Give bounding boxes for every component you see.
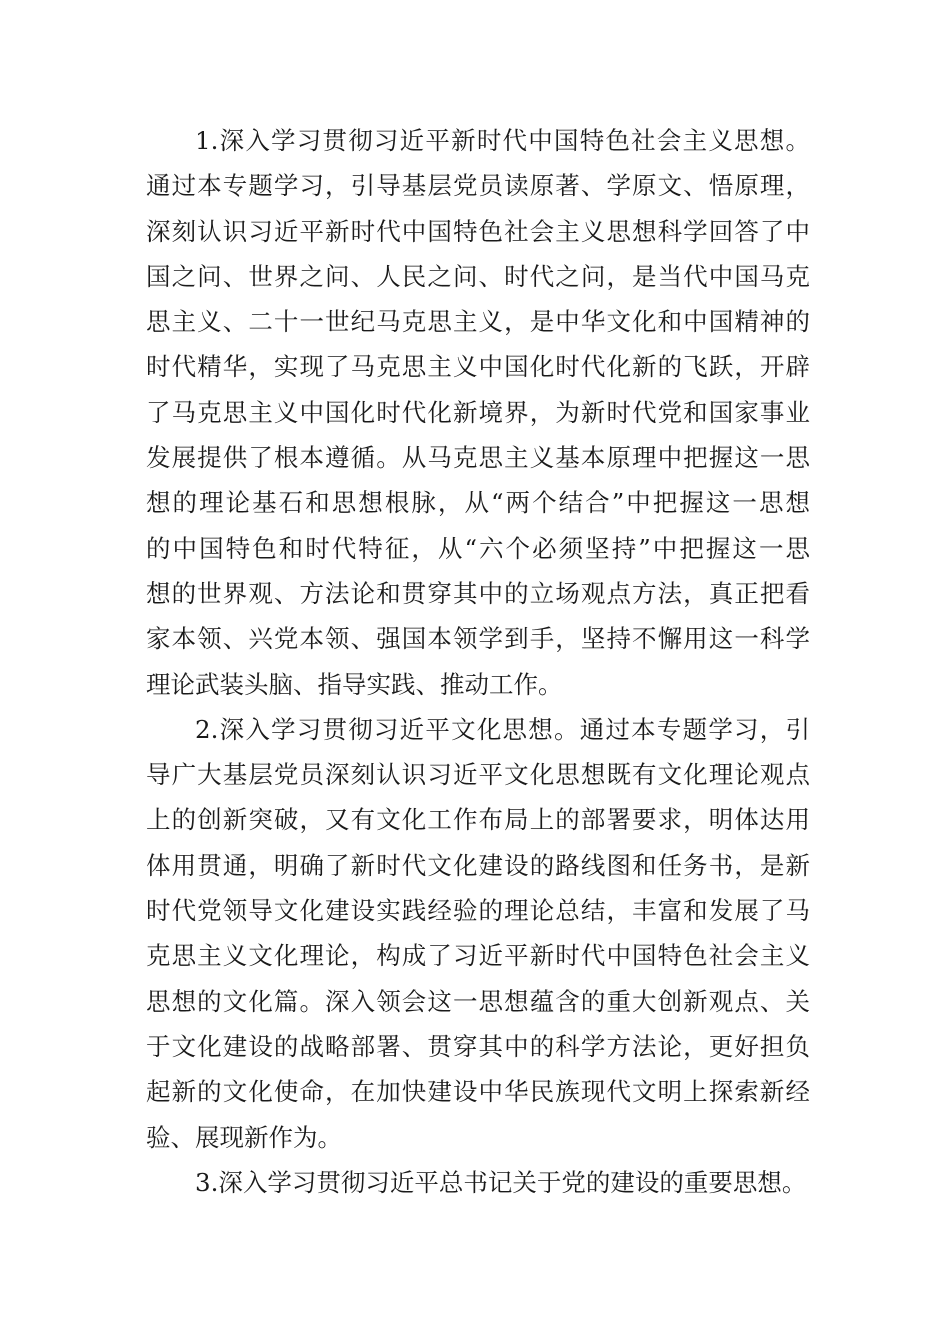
paragraph-line: 验、展现新作为。 <box>146 1122 342 1152</box>
paragraph-line: 深刻认识习近平新时代中国特色社会主义思想科学回答了中 <box>146 216 810 246</box>
paragraph-line: 克思主义文化理论，构成了习近平新时代中国特色社会主义 <box>146 941 810 971</box>
paragraph-line: 导广大基层党员深刻认识习近平文化思想既有文化理论观点 <box>146 760 810 790</box>
paragraph-line: 1.深入学习贯彻习近平新时代中国特色社会主义思想。 <box>195 126 810 155</box>
paragraph-line: 起新的文化使命，在加快建设中华民族现代文明上探索新经 <box>146 1077 810 1107</box>
paragraph-line: 3.深入学习贯彻习近平总书记关于党的建设的重要思想。 <box>195 1167 807 1197</box>
paragraph-line: 想的理论基石和思想根脉，从“两个结合”中把握这一思想 <box>146 488 810 518</box>
paragraph-3 <box>146 1160 810 1205</box>
paragraph-line: 理论武装头脑、指导实践、推动工作。 <box>146 669 563 699</box>
paragraph-line: 体用贯通，明确了新时代文化建设的路线图和任务书，是新 <box>146 850 810 880</box>
paragraph-line: 2.深入学习贯彻习近平文化思想。通过本专题学习，引 <box>195 714 810 744</box>
paragraph-line: 了马克思主义中国化时代化新境界，为新时代党和国家事业 <box>146 397 810 427</box>
paragraph-line: 想的世界观、方法论和贯穿其中的立场观点方法，真正把看 <box>146 578 810 608</box>
paragraph-line: 上的创新突破，又有文化工作布局上的部署要求，明体达用 <box>146 805 810 835</box>
paragraph-line: 思想的文化篇。深入领会这一思想蕴含的重大创新观点、关 <box>146 986 810 1016</box>
paragraph-2 <box>146 707 810 1160</box>
paragraph-1 <box>146 118 810 707</box>
paragraph-line: 思主义、二十一世纪马克思主义，是中华文化和中国精神的 <box>146 307 810 337</box>
document-body <box>146 118 810 1205</box>
paragraph-line: 发展提供了根本遵循。从马克思主义基本原理中把握这一思 <box>146 443 810 473</box>
paragraph-line: 国之问、世界之问、人民之问、时代之问，是当代中国马克 <box>146 261 810 291</box>
paragraph-line: 时代党领导文化建设实践经验的理论总结，丰富和发展了马 <box>146 896 810 926</box>
paragraph-line: 于文化建设的战略部署、贯穿其中的科学方法论，更好担负 <box>146 1031 810 1061</box>
paragraph-line: 通过本专题学习，引导基层党员读原著、学原文、悟原理， <box>146 171 810 201</box>
paragraph-line: 时代精华，实现了马克思主义中国化时代化新的飞跃，开辟 <box>146 352 810 382</box>
paragraph-line: 家本领、兴党本领、强国本领学到手，坚持不懈用这一科学 <box>146 624 810 654</box>
paragraph-line: 的中国特色和时代特征，从“六个必须坚持”中把握这一思 <box>146 533 810 563</box>
